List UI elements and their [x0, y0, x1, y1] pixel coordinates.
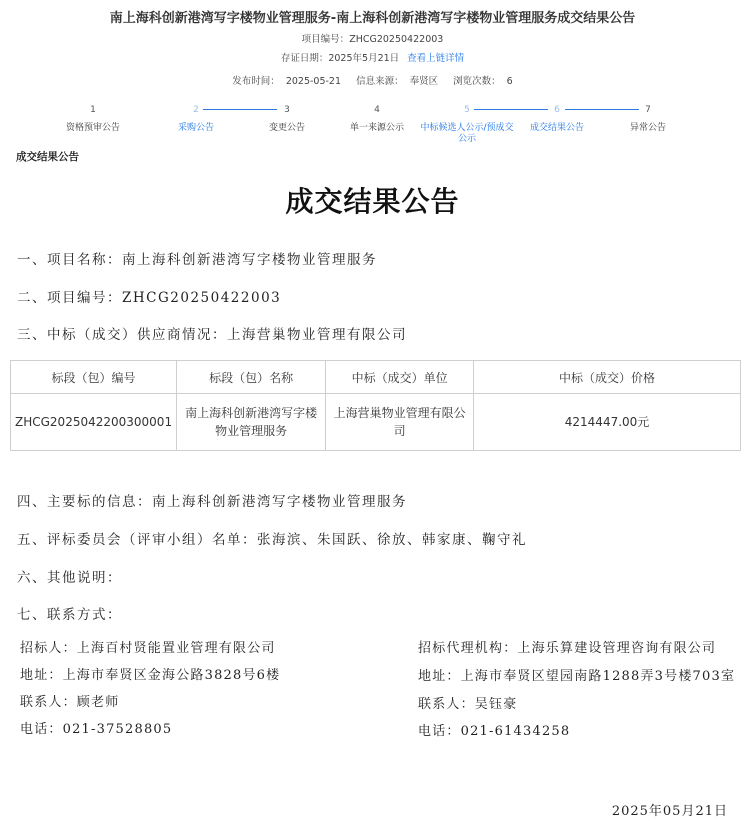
document-title: 成交结果公告	[285, 185, 460, 218]
agency-contact	[418, 640, 740, 741]
step-label: 成交结果公告	[529, 123, 584, 133]
step-label: 单一来源公示	[349, 123, 404, 133]
agency-name: 招标代理机构：上海乐算建设管理咨询有限公司	[418, 641, 717, 656]
view-chain-details-link[interactable]: 查看上链详情	[407, 53, 465, 64]
step-label: 变更公告	[268, 123, 305, 133]
view-count-label: 浏览次数：	[453, 76, 501, 87]
step-label: 采购公告	[177, 123, 214, 133]
cell-lot-name: 南上海科创新港湾写字楼物业管理服务	[177, 394, 326, 451]
step-label: 资格预审公告	[65, 123, 120, 133]
item-supplier: 三、中标（成交）供应商情况：上海营巢物业管理有限公司	[17, 327, 407, 343]
agency-address: 地址：上海市奉贤区望园南路1288弄3号楼703室	[418, 669, 736, 684]
item-other-notes: 六、其他说明：	[17, 570, 122, 586]
archive-date-label: 存证日期：	[280, 53, 329, 64]
header-price: 中标（成交）价格	[474, 361, 741, 394]
sign-date: 2025年05月21日	[611, 804, 728, 819]
step-number: 1	[90, 105, 96, 115]
step-abnormal[interactable]	[598, 103, 698, 134]
view-count	[450, 76, 516, 87]
step-candidate[interactable]	[417, 103, 517, 145]
project-number-value: ZHCG20250422003	[349, 34, 444, 45]
publish-time-value: 2025-05-21	[285, 76, 342, 87]
award-table	[10, 360, 741, 451]
step-number: 5	[464, 105, 470, 115]
publish-info	[0, 73, 745, 87]
project-number	[0, 31, 745, 45]
info-source	[353, 76, 441, 87]
header-winner: 中标（成交）单位	[326, 361, 474, 394]
step-label: 中标候选人公示/预成交公示	[420, 123, 514, 144]
step-number: 7	[645, 105, 651, 115]
info-source-value: 奉贤区	[409, 76, 439, 87]
section-tag: 成交结果公告	[16, 151, 79, 163]
archive-info	[0, 50, 745, 64]
announcement-title: 南上海科创新港湾写字楼物业管理服务-南上海科创新港湾写字楼物业管理服务成交结果公告	[109, 11, 636, 26]
cell-lot-code: ZHCG2025042200300001	[11, 394, 177, 451]
buyer-contact	[20, 640, 330, 739]
cell-price: 4214447.00元	[474, 394, 741, 451]
table-header-row	[11, 361, 741, 394]
project-number-label: 项目编号：	[301, 34, 350, 45]
item-project-number: 二、项目编号：ZHCG20250422003	[17, 290, 282, 306]
header-lot-code: 标段（包）编号	[11, 361, 177, 394]
item-main-subject: 四、主要标的信息：南上海科创新港湾写字楼物业管理服务	[17, 494, 407, 510]
step-qualification[interactable]	[43, 103, 143, 134]
step-change[interactable]	[237, 103, 337, 134]
process-steps	[0, 103, 745, 153]
step-number: 3	[284, 105, 290, 115]
step-procurement[interactable]	[146, 103, 246, 134]
step-label: 异常公告	[629, 123, 666, 133]
buyer-phone: 电话：021-37528805	[20, 722, 173, 737]
step-number: 2	[193, 105, 199, 115]
step-single-source[interactable]	[327, 103, 427, 134]
cell-winner: 上海营巢物业管理有限公司	[326, 394, 474, 451]
item-contact-heading: 七、联系方式：	[17, 607, 122, 623]
buyer-name: 招标人：上海百村贤能置业管理有限公司	[20, 641, 276, 656]
step-number: 4	[374, 105, 380, 115]
step-result[interactable]	[507, 103, 607, 134]
view-count-value: 6	[506, 76, 513, 87]
info-source-label: 信息来源：	[356, 76, 404, 87]
buyer-address: 地址：上海市奉贤区金海公路3828号6楼	[20, 668, 281, 683]
agency-person: 联系人：吴钰豪	[418, 697, 518, 712]
publish-time	[229, 76, 344, 87]
publish-time-label: 发布时间：	[232, 76, 280, 87]
archive-date-value: 2025年5月21日	[328, 53, 400, 64]
table-row	[11, 394, 741, 451]
buyer-person: 联系人：顾老师	[20, 695, 120, 710]
agency-phone: 电话：021-61434258	[418, 724, 571, 739]
item-committee: 五、评标委员会（评审小组）名单：张海滨、朱国跃、徐放、韩家康、鞠守礼	[17, 532, 527, 548]
item-project-name: 一、项目名称：南上海科创新港湾写字楼物业管理服务	[17, 252, 377, 268]
header-lot-name: 标段（包）名称	[177, 361, 326, 394]
step-number: 6	[554, 105, 560, 115]
